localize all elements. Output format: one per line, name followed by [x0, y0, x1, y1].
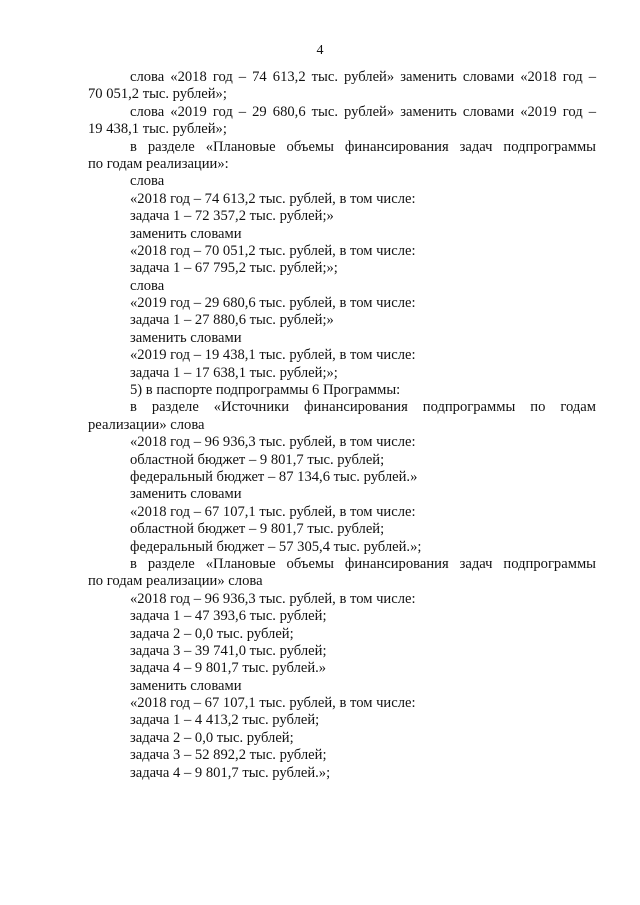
text-line: «2018 год – 96 936,3 тыс. рублей, в том числе:: [130, 434, 416, 451]
text-line: заменить словами: [130, 225, 242, 242]
text-line: задача 1 – 4 413,2 тыс. рублей;: [130, 712, 320, 729]
text-line: 70 051,2 тыс. рублей»;: [88, 86, 227, 103]
text-line: «2018 год – 70 051,2 тыс. рублей, в том числе:: [130, 242, 416, 259]
text-line: областной бюджет – 9 801,7 тыс. рублей;: [130, 521, 385, 538]
text-line: слова «2019 год – 29 680,6 тыс. рублей» заменить словами «2019 год –: [130, 103, 596, 120]
text-line: «2018 год – 67 107,1 тыс. рублей, в том числе:: [130, 503, 416, 520]
text-line: слова: [130, 277, 165, 294]
text-line: задача 1 – 47 393,6 тыс. рублей;: [130, 608, 327, 625]
text-line: заменить словами: [130, 329, 242, 346]
text-line: 19 438,1 тыс. рублей»;: [88, 121, 227, 138]
text-line: 5) в паспорте подпрограммы 6 Программы:: [130, 382, 401, 399]
text-line: задача 4 – 9 801,7 тыс. рублей.»: [130, 660, 327, 677]
text-line: задача 3 – 52 892,2 тыс. рублей;: [130, 747, 327, 764]
text-line: задача 2 – 0,0 тыс. рублей;: [130, 625, 294, 642]
text-line: заменить словами: [130, 677, 242, 694]
text-line: федеральный бюджет – 87 134,6 тыс. рублей.»: [130, 468, 418, 485]
text-line: задача 3 – 39 741,0 тыс. рублей;: [130, 642, 327, 659]
text-line: по годам реализации» слова: [88, 573, 263, 590]
text-line: слова «2018 год – 74 613,2 тыс. рублей» заменить словами «2018 год –: [130, 69, 596, 85]
text-line: областной бюджет – 9 801,7 тыс. рублей;: [130, 451, 385, 468]
text-line: реализации» слова: [88, 416, 205, 433]
text-line: задача 2 – 0,0 тыс. рублей;: [130, 729, 294, 746]
text-line: в разделе «Плановые объемы финансирования задач подпрограммы: [130, 138, 596, 155]
text-line: по годам реализации»:: [88, 155, 229, 172]
text-line: задача 1 – 72 357,2 тыс. рублей;»: [130, 208, 334, 225]
page-number: 4: [316, 43, 324, 58]
text-line: задача 4 – 9 801,7 тыс. рублей.»;: [130, 764, 331, 781]
document-body: [88, 69, 596, 782]
text-line: федеральный бюджет – 57 305,4 тыс. рублей.»;: [130, 538, 422, 555]
text-line: задача 1 – 27 880,6 тыс. рублей;»: [130, 312, 334, 329]
text-line: заменить словами: [130, 486, 242, 503]
text-line: «2018 год – 74 613,2 тыс. рублей, в том числе:: [130, 190, 416, 207]
text-line: в разделе «Источники финансирования подпрограммы по годам: [130, 399, 596, 416]
text-line: слова: [130, 173, 165, 190]
text-line: «2018 год – 96 936,3 тыс. рублей, в том числе:: [130, 590, 416, 607]
text-line: задача 1 – 67 795,2 тыс. рублей;»;: [130, 260, 338, 277]
text-line: «2018 год – 67 107,1 тыс. рублей, в том числе:: [130, 695, 416, 712]
text-line: «2019 год – 19 438,1 тыс. рублей, в том числе:: [130, 347, 416, 364]
text-line: «2019 год – 29 680,6 тыс. рублей, в том числе:: [130, 295, 416, 312]
text-line: задача 1 – 17 638,1 тыс. рублей;»;: [130, 364, 338, 381]
text-line: в разделе «Плановые объемы финансирования задач подпрограммы: [130, 555, 596, 572]
